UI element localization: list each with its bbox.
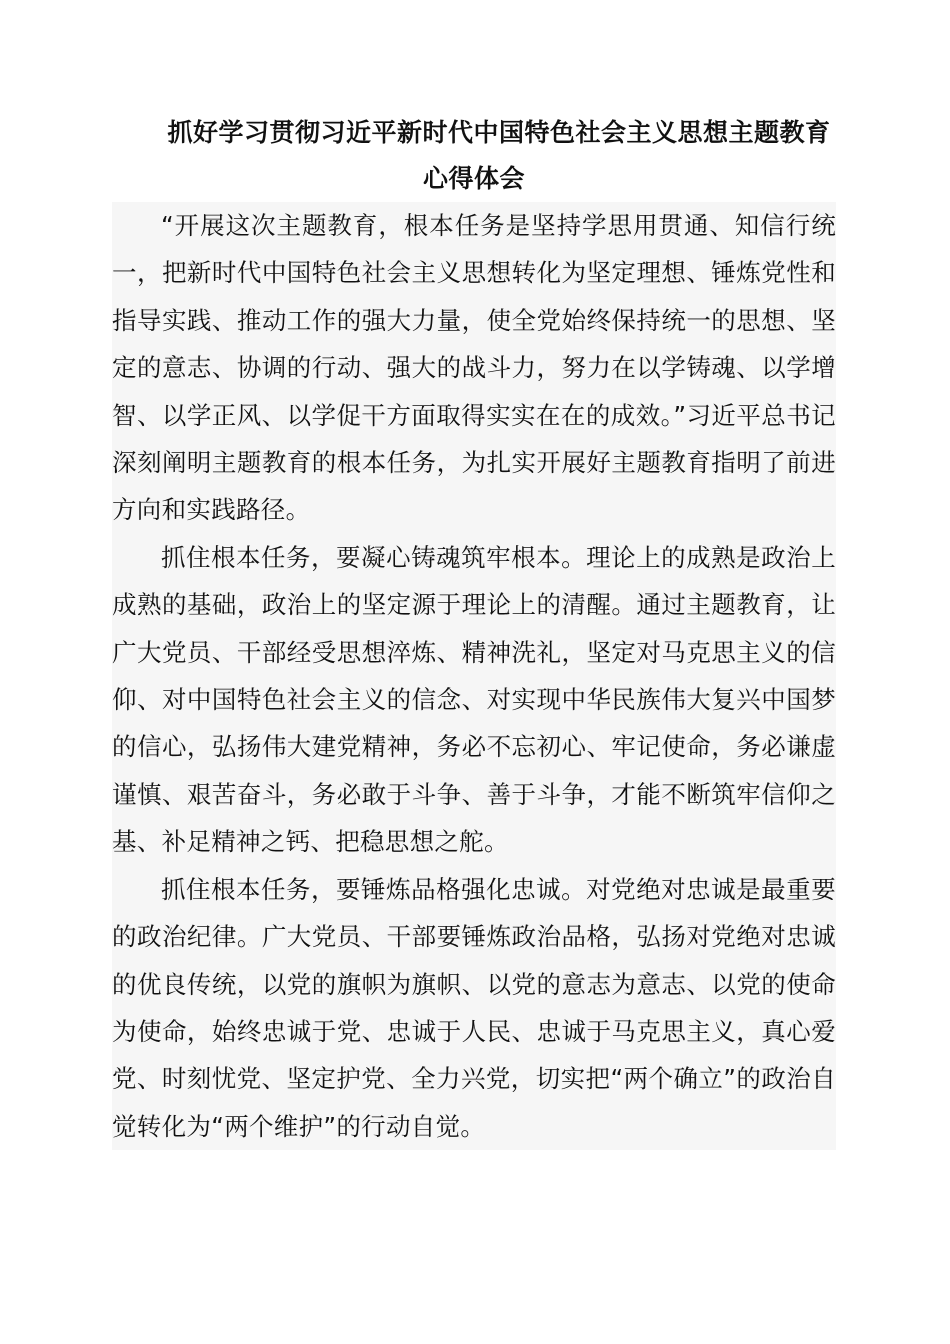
paragraph-3: 抓住根本任务，要锤炼品格强化忠诚。对党绝对忠诚是最重要的政治纪律。广大党员、干部要锤炼政治品格，弘扬对党绝对忠诚的优良传统，以党的旗帜为旗帜、以党的意志为意志、以党的使命为使命，始终忠诚于党、忠诚于人民、忠诚于马克思主义，真心爱党、时刻忧党、坚定护党、全力兴党，切实把“两个确立”的政治自觉转化为“两个维护”的行动自觉。 — [112, 874, 836, 1141]
document-title: 抓好学习贯彻习近平新时代中国特色社会主义思想主题教育心得体会 — [167, 118, 831, 193]
paragraph-1: “开展这次主题教育，根本任务是坚持学思用贯通、知信行统一，把新时代中国特色社会主义思想转化为坚定理想、锤炼党性和指导实践、推动工作的强大力量，使全党始终保持统一的思想、坚定的意志、协调的行动、强大的战斗力，努力在以学铸魂、以学增智、以学正风、以学促干方面取得实实在在的成效。”习近平总书记深刻阐明主题教育的根本任务，为扎实开展好主题教育指明了前进方向和实践路径。 — [112, 211, 836, 525]
paragraph-2: 抓住根本任务，要凝心铸魂筑牢根本。理论上的成熟是政治上成熟的基础，政治上的坚定源于理论上的清醒。通过主题教育，让广大党员、干部经受思想淬炼、精神洗礼，坚定对马克思主义的信仰、对中国特色社会主义的信念、对实现中华民族伟大复兴中国梦的信心，弘扬伟大建党精神，务必不忘初心、牢记使命，务必谦虚谨慎、艰苦奋斗，务必敢于斗争、善于斗争，才能不断筑牢信仰之基、补足精神之钙、把稳思想之舵。 — [112, 542, 836, 857]
document-body — [112, 202, 836, 1150]
